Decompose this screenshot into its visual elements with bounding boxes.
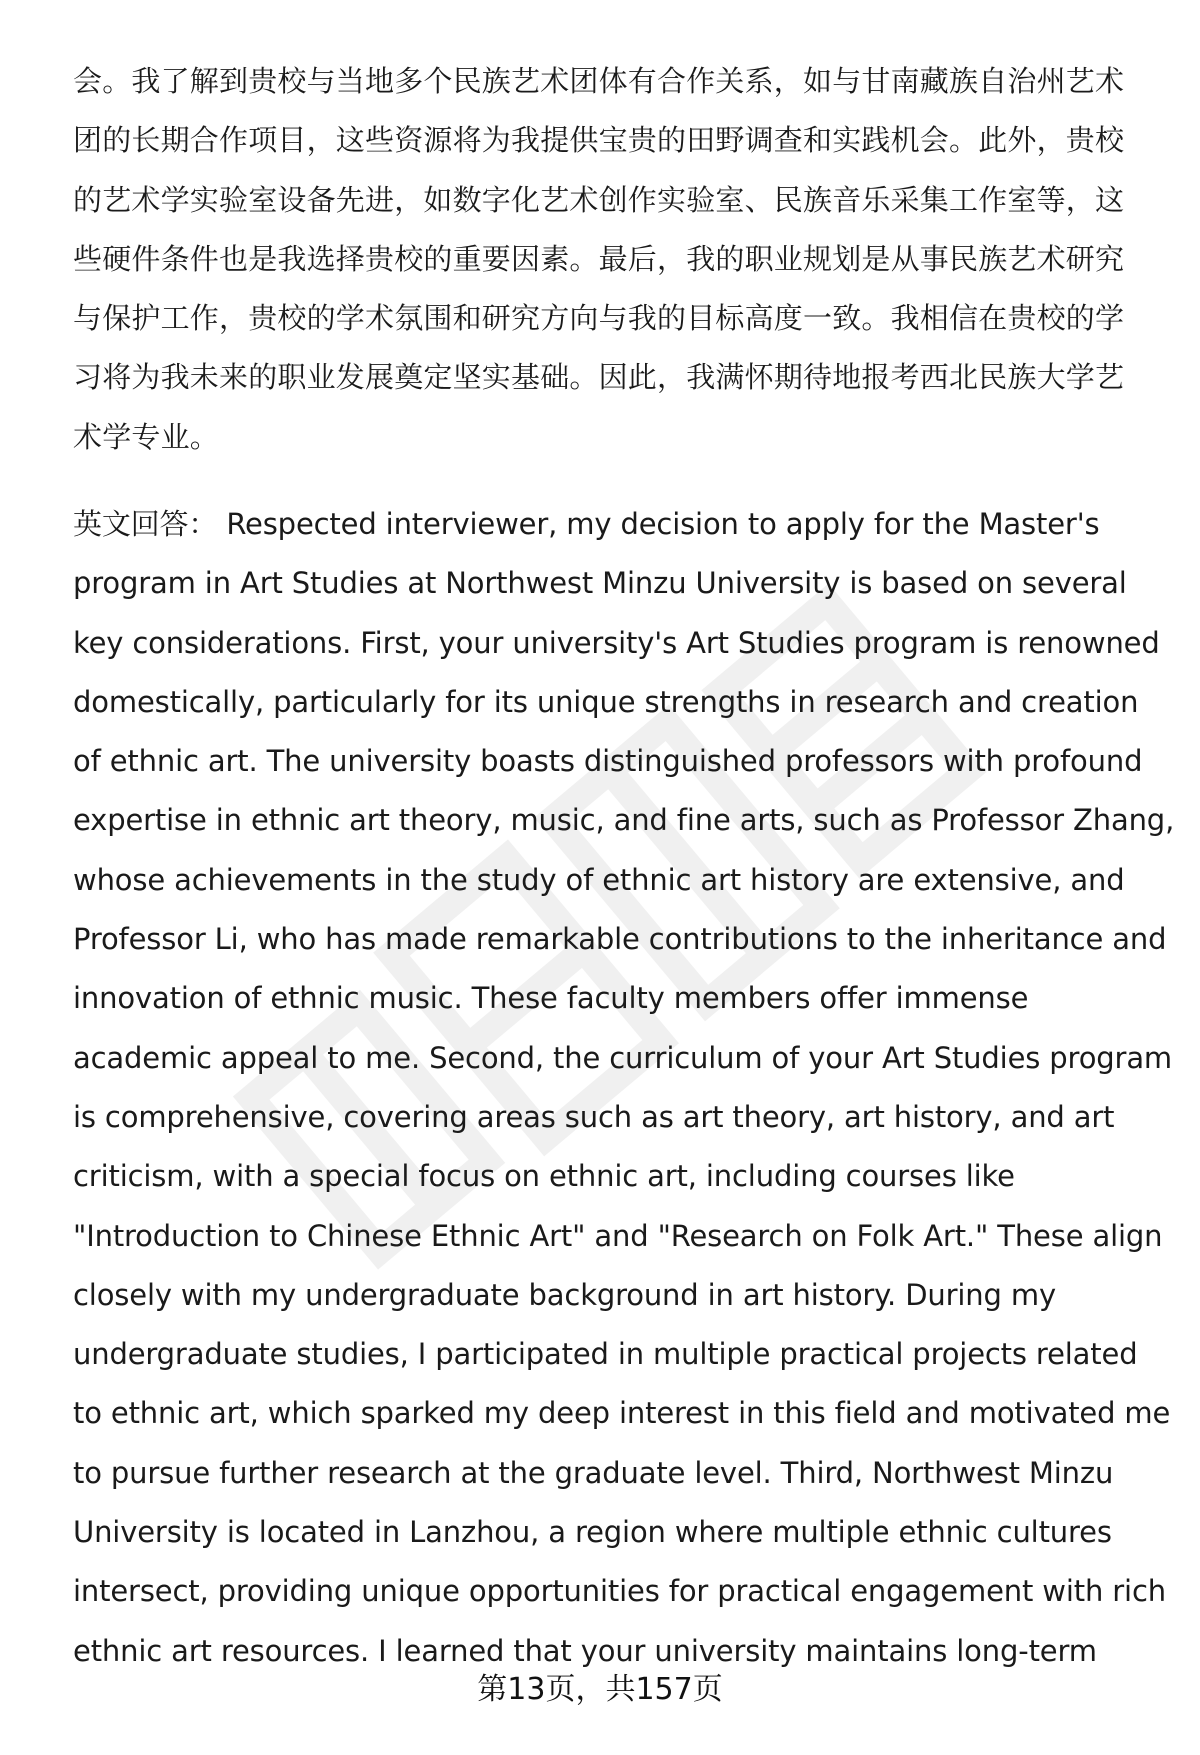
chinese-line: 会。我了解到贵校与当地多个民族艺术团体有合作关系，如与甘南藏族自治州艺术 xyxy=(73,64,1125,98)
english-first-line xyxy=(73,495,1153,554)
english-line: whose achievements in the study of ethnic art history are extensive, and xyxy=(73,862,1125,897)
english-line: Professor Li, who has made remarkable contributions to the inheritance and xyxy=(73,922,1167,957)
english-line: "Introduction to Chinese Ethnic Art" and "Research on Folk Art." These align xyxy=(73,1218,1163,1253)
english-line: intersect, providing unique opportunities for practical engagement with rich xyxy=(73,1574,1166,1609)
english-line: criticism, with a special focus on ethnic art, including courses like xyxy=(73,1159,1015,1194)
chinese-line: 习将为我未来的职业发展奠定坚实基础。因此，我满怀期待地报考西北民族大学艺 xyxy=(73,360,1125,395)
chinese-line: 与保护工作，贵校的学术氛围和研究方向与我的目标高度一致。我相信在贵校的学 xyxy=(73,301,1125,336)
english-line: program in Art Studies at Northwest Minzu University is based on several xyxy=(73,566,1127,601)
chinese-line: 团的长期合作项目，这些资源将为我提供宝贵的田野调查和实践机会。此外，贵校 xyxy=(73,123,1125,158)
chinese-line: 的艺术学实验室设备先进，如数字化艺术创作实验室、民族音乐采集工作室等，这 xyxy=(73,182,1125,217)
answer-label: 英文回答： xyxy=(73,507,218,541)
english-line: domestically, particularly for its unique strengths in research and creation xyxy=(73,684,1139,719)
english-line: of ethnic art. The university boasts distinguished professors with profound xyxy=(73,744,1143,779)
english-line: undergraduate studies, I participated in multiple practical projects related xyxy=(73,1337,1138,1372)
english-first-line-text: Respected interviewer, my decision to apply for the Master's xyxy=(217,507,1100,541)
english-line: ethnic art resources. I learned that your university maintains long-term xyxy=(73,1633,1097,1668)
english-line: academic appeal to me. Second, the curriculum of your Art Studies program xyxy=(73,1040,1173,1075)
page-number: 第13页，共157页 xyxy=(477,1672,723,1707)
english-line: innovation of ethnic music. These faculty members offer immense xyxy=(73,981,1029,1016)
english-line: closely with my undergraduate background in art history. During my xyxy=(73,1277,1056,1312)
chinese-line: 术学专业。 xyxy=(73,419,220,454)
english-line: to pursue further research at the graduate level. Third, Northwest Minzu xyxy=(73,1455,1114,1490)
english-line: key considerations. First, your university's Art Studies program is renowned xyxy=(73,625,1160,660)
english-line: is comprehensive, covering areas such as art theory, art history, and art xyxy=(73,1099,1115,1134)
english-line: to ethnic art, which sparked my deep interest in this field and motivated me xyxy=(73,1396,1171,1431)
english-answer xyxy=(73,495,1175,1681)
english-line: University is located in Lanzhou, a region where multiple ethnic cultures xyxy=(73,1515,1112,1550)
english-line: expertise in ethnic art theory, music, and fine arts, such as Professor Zhang, xyxy=(73,803,1175,838)
chinese-line: 些硬件条件也是我选择贵校的重要因素。最后，我的职业规划是从事民族艺术研究 xyxy=(73,241,1125,276)
chinese-paragraph xyxy=(73,52,1153,467)
